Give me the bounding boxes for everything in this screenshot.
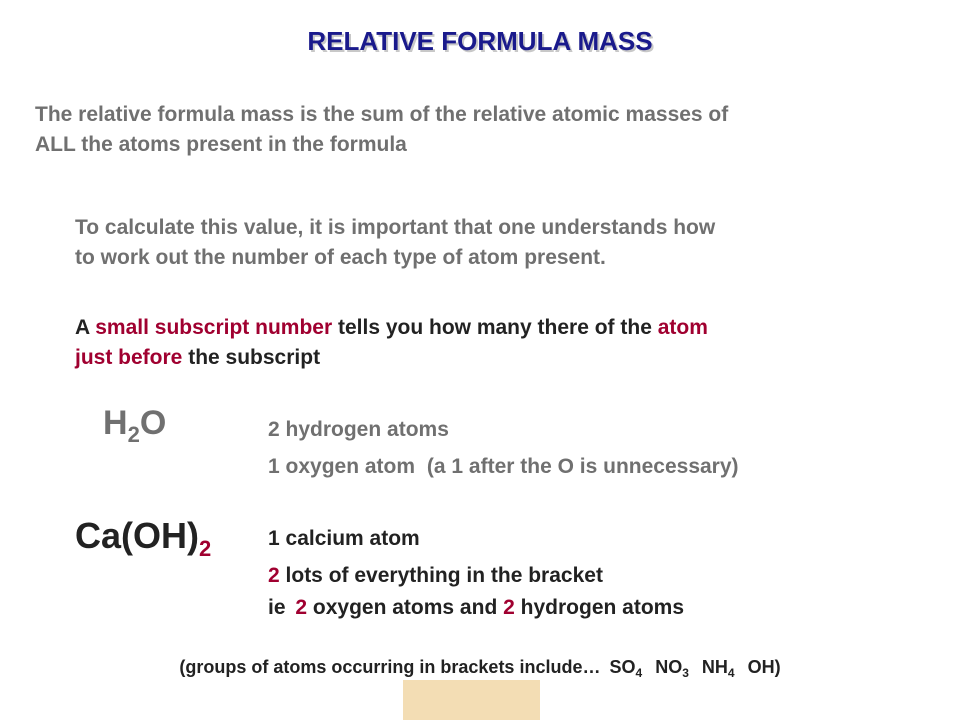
intro-line-2: ALL the atoms present in the formula bbox=[35, 133, 407, 156]
ca-oh-desc-3-ie: ie bbox=[268, 596, 286, 619]
footnote-group-no3: $NO_3$ bbox=[655, 657, 689, 680]
decorative-footer-block bbox=[403, 680, 540, 720]
ca-oh-desc-3-num2: 2 bbox=[503, 596, 515, 619]
rule-just-before: just before bbox=[75, 346, 183, 369]
calc-line-1: To calculate this value, it is important that one understands how bbox=[75, 216, 716, 239]
calcium-hydroxide-formula bbox=[75, 515, 211, 562]
footnote-group-so4: $SO_4$ bbox=[609, 657, 643, 680]
rule-small-subscript-number: small subscript number bbox=[95, 316, 333, 339]
intro-paragraph bbox=[35, 100, 728, 160]
ca-oh-desc-1: 1 calcium atom bbox=[268, 527, 420, 550]
rule-a: A bbox=[75, 316, 90, 339]
water-o: O bbox=[139, 404, 167, 442]
water-sub: 2 bbox=[127, 422, 140, 447]
ca-oh-desc-3-end: hydrogen atoms bbox=[520, 596, 685, 619]
calc-line-2: to work out the number of each type of atom present. bbox=[75, 246, 606, 269]
rule-the-subscript: the subscript bbox=[188, 346, 321, 369]
ca-oh-desc-3 bbox=[268, 593, 684, 623]
page-title: RELATIVE FORMULA MASS bbox=[307, 26, 653, 56]
water-desc-2-note: (a 1 after the O is unnecessary) bbox=[426, 455, 739, 478]
footnote-lead: (groups of atoms occurring in brackets include… bbox=[179, 657, 601, 677]
subscript-rule-line-2 bbox=[75, 343, 708, 373]
subscript-rule-line-1 bbox=[75, 313, 708, 343]
ca-oh-desc-2-num: 2 bbox=[268, 564, 280, 587]
ca-oh-sub: 2 bbox=[199, 536, 212, 561]
water-desc-2-main: 1 oxygen atom bbox=[268, 455, 416, 478]
subscript-rule bbox=[75, 313, 708, 373]
intro-line-1: The relative formula mass is the sum of the relative atomic masses of bbox=[35, 103, 729, 126]
ca-oh-formula: Ca(OH) bbox=[75, 515, 199, 556]
footnote bbox=[0, 657, 960, 680]
water-h: H bbox=[103, 404, 128, 442]
ca-oh-desc-2-text: lots of everything in the bracket bbox=[285, 564, 603, 587]
rule-tells: tells you how many there of the bbox=[337, 316, 652, 339]
ca-oh-desc-3-mid: oxygen atoms and bbox=[312, 596, 498, 619]
calc-paragraph bbox=[75, 213, 715, 273]
water-desc-2 bbox=[268, 452, 739, 482]
water-formula bbox=[103, 404, 166, 448]
water-desc-1: 2 hydrogen atoms bbox=[268, 418, 449, 441]
ca-oh-desc-2 bbox=[268, 561, 603, 591]
footnote-group-nh4: $NH_4$ bbox=[701, 657, 735, 680]
footnote-group-oh: OH) bbox=[747, 657, 781, 677]
rule-atom: atom bbox=[657, 316, 708, 339]
ca-oh-desc-3-num1: 2 bbox=[295, 596, 308, 619]
